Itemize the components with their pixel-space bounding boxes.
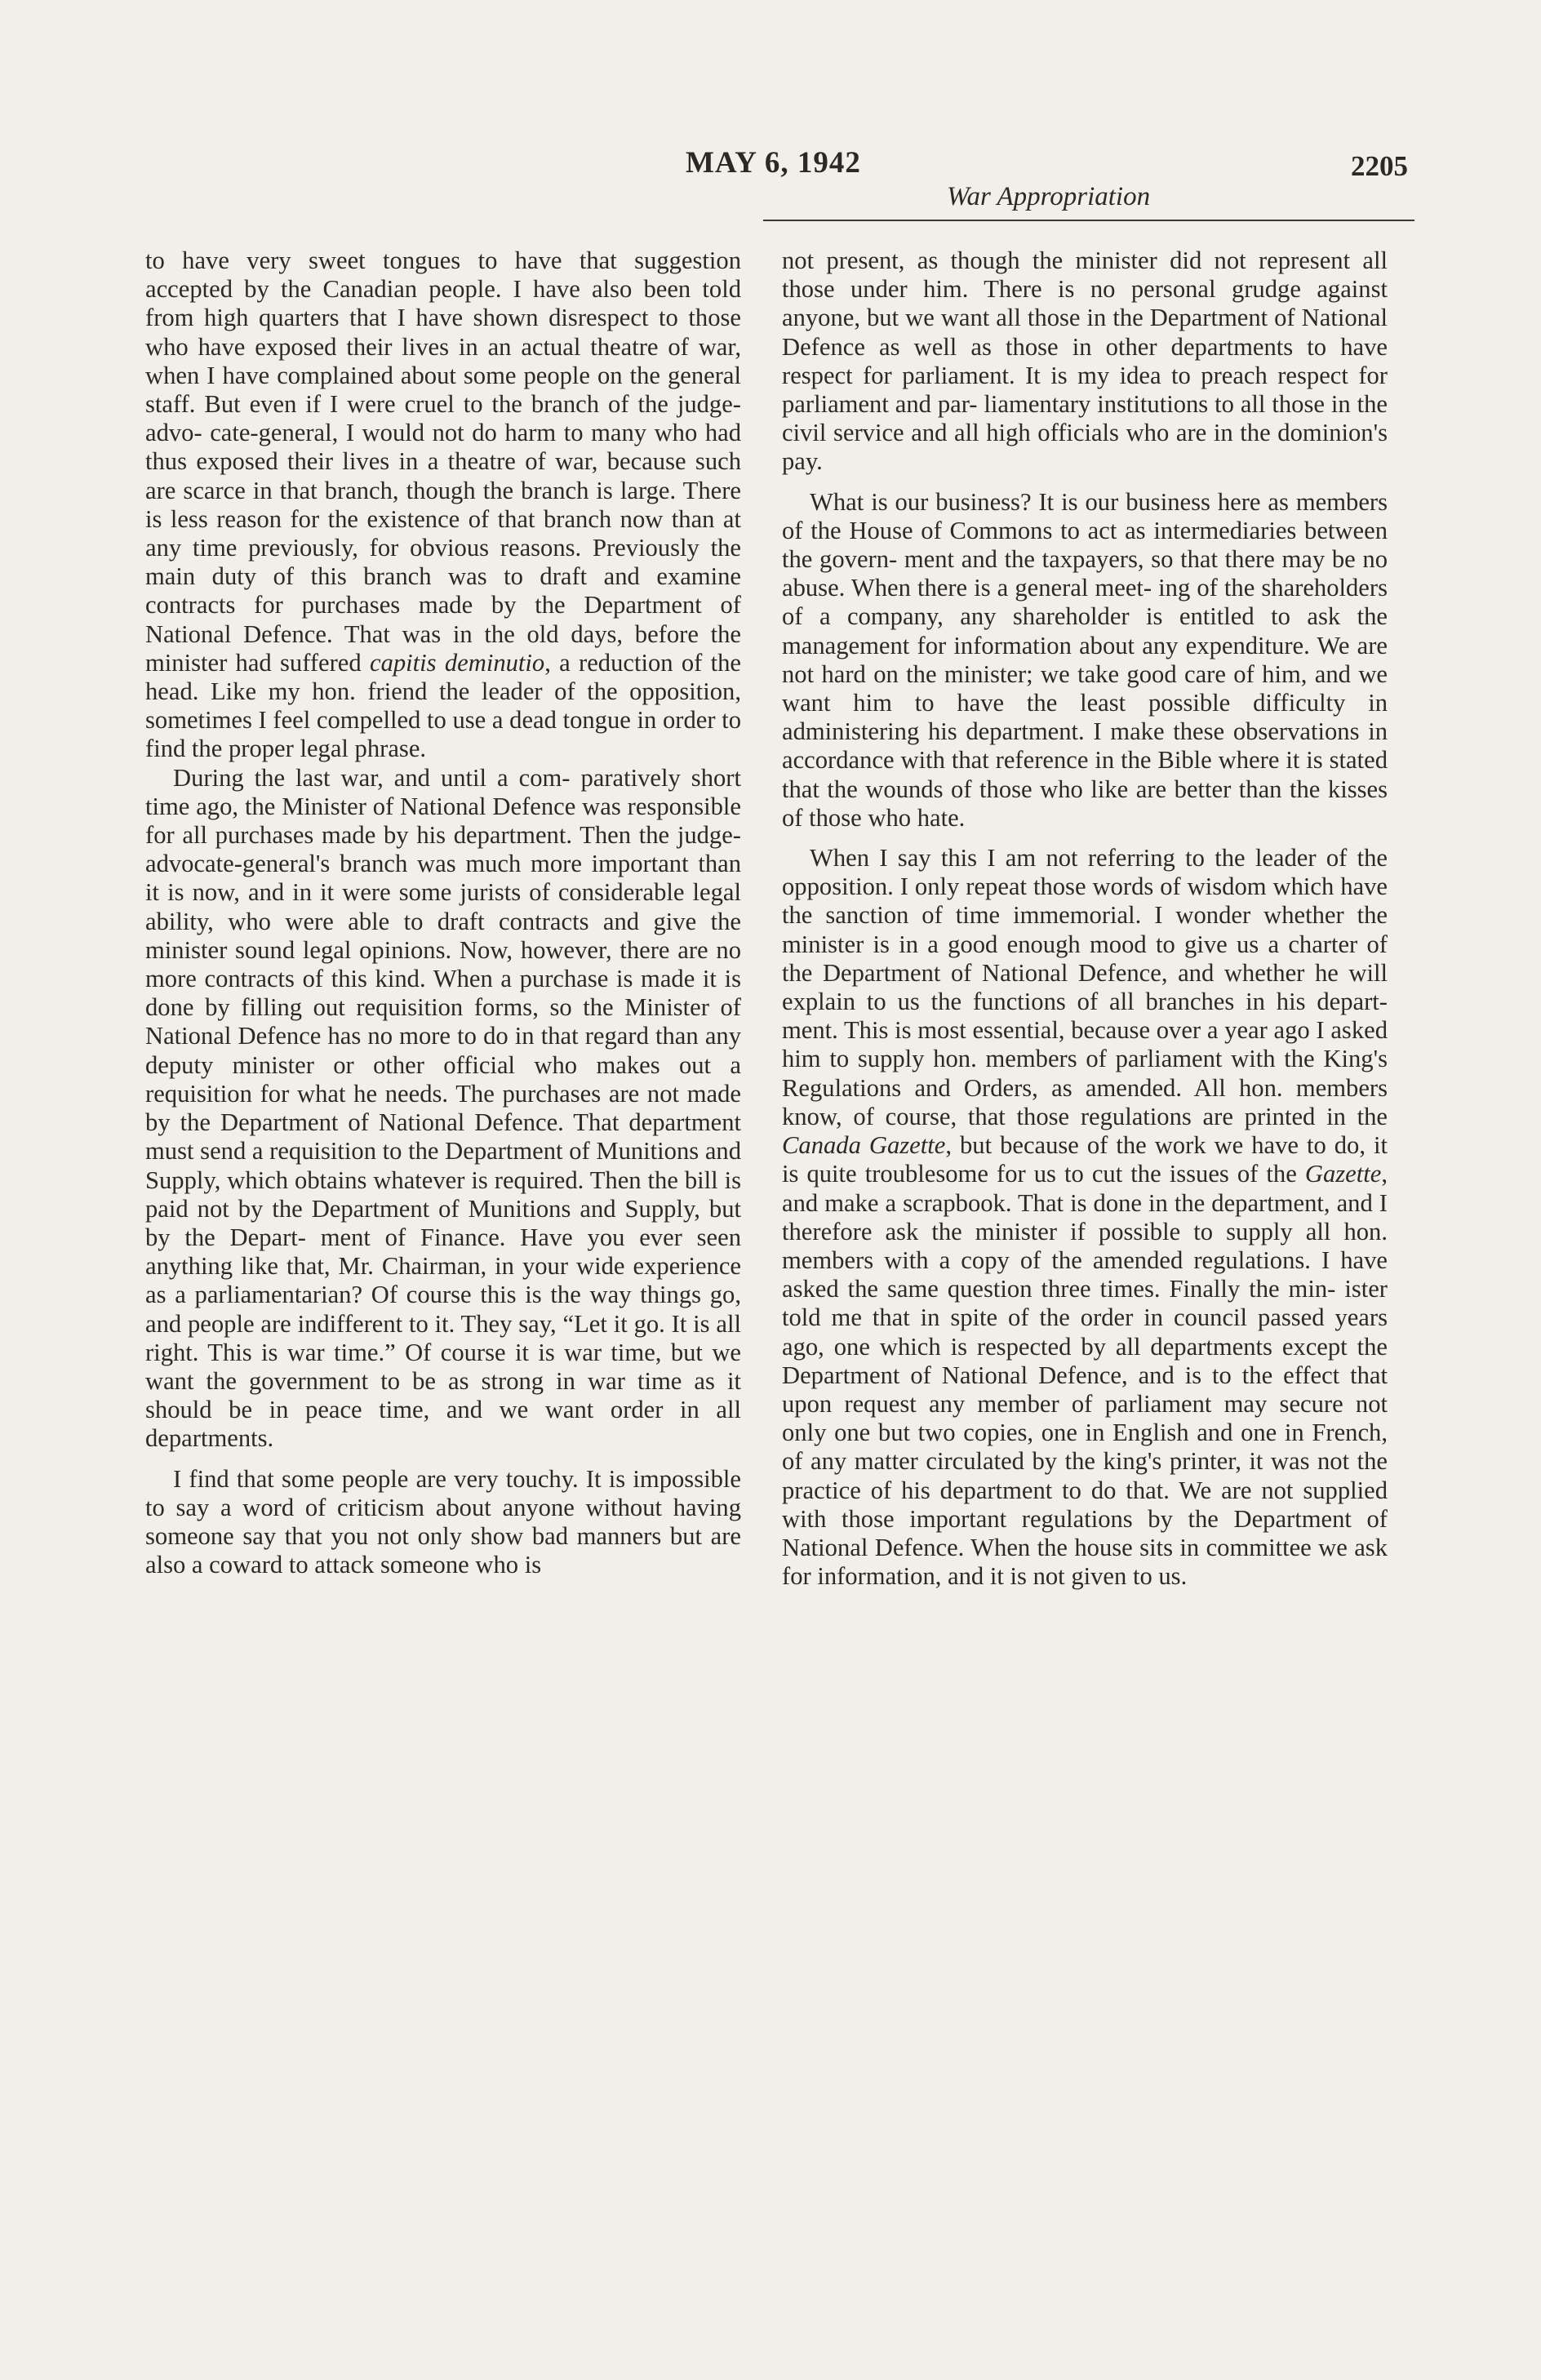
paragraph: When I say this I am not referring to the leader of the opposition. I only repeat those words of wisdom which have the sanction of time immemorial. I wonder whether the minister is in a good enough mood to give us a charter of the Department of National Defence, and whether he will explain to us the functions of all branches in his depart- ment. This is most essential, because over a year ago I asked him to supply hon. members of parliament with the King's Regulations and Orders, as amended. All hon. members know, of course, that those regulations are printed in the Canada Gazette, but because of the work we have to do, it is quite troublesome for us to cut the issues of the Gazette, and make a scrapbook. That is done in the department, and I therefore ask the minister if possible to supply all hon. members with a copy of the amended regulations. I have asked the same question three times. Finally the min- ister told me that in spite of the order in council passed years ago, one which is respected by all departments except the Department of National Defence, and is to the effect that upon request any member of parliament may secure not only one but two copies, one in English and one in French, of any matter circulated by the king's printer, it was not the practice of his department to do that. We are not supplied with those important regulations by the Department of National Defence. When the house sits in committee we ask for information, and it is not given to us. (782, 844, 1388, 1591)
header-rule (763, 220, 1414, 221)
section-title: War Appropriation (947, 182, 1151, 211)
paragraph: During the last war, and until a com- paratively short time ago, the Minister of National Defence was responsible for all purchases made by his department. Then the judge-advocate-general's branch was much more important than it is now, and in it were some jurists of considerable legal ability, who were able to draft contracts and give the minister sound legal opinions. Now, however, there are no more contracts of this kind. When a purchase is made it is done by filling out requisition forms, so the Minister of National Defence has no more to do in that regard than any deputy minister or other official who makes out a requisition for what he needs. The purchases are not made by the Department of National Defence. That department must send a requisition to the Department of Munitions and Supply, which obtains whatever is required. Then the bill is paid not by the Department of Munitions and Supply, but by the Depart- ment of Finance. Have you ever seen anything like that, Mr. Chairman, in your wide experience as a parliamentarian? Of course this is the way things go, and people are indifferent to it. They say, “Let it go. It is all right. This is war time.” Of course it is war time, but we want the government to be as strong in war time as it should be in peace time, and we want order in all departments. (145, 763, 741, 1453)
paragraph: not present, as though the minister did not represent all those under him. There is no personal grudge against anyone, but we want all those in the Department of National Defence as well as those in other departments to have respect for parliament. It is my idea to preach respect for parliament and par- liamentary institutions to all those in the civil service and all high officials who are in the dominion's pay. (782, 246, 1388, 476)
italic-phrase: Canada Gazette (782, 1131, 946, 1160)
italic-phrase: capitis deminutio (369, 648, 545, 677)
paragraph: I find that some people are very touchy. It is impossible to say a word of criticism about anyone without having someone say that you not only show bad manners but are also a coward to attack someone who is (145, 1464, 741, 1579)
page-date: MAY 6, 1942 (686, 146, 861, 180)
left-column (145, 246, 741, 1579)
paragraph: to have very sweet tongues to have that suggestion accepted by the Canadian people. I have also been told from high quarters that I have shown disrespect to those who have exposed their lives in an actual theatre of war, when I have complained about some people on the general staff. But even if I were cruel to the branch of the judge-advo- cate-general, I would not do harm to many who had thus exposed their lives in a theatre of war, because such are scarce in that branch, though the branch is large. There is less reason for the existence of that branch now than at any time previously, for obvious reasons. Previously the main duty of this branch was to draft and examine contracts for purchases made by the Department of National Defence. That was in the old days, before the minister had suffered capitis deminutio, a reduction of the head. Like my hon. friend the leader of the opposition, sometimes I feel compelled to use a dead tongue in order to find the proper legal phrase. (145, 246, 741, 763)
page-number: 2205 (1351, 150, 1408, 182)
italic-phrase: Gazette (1304, 1160, 1382, 1188)
paragraph: What is our business? It is our business here as members of the House of Commons to act as intermediaries between the govern- ment and the taxpayers, so that there may be no abuse. When there is a general meet- ing of the shareholders of a company, any shareholder is entitled to ask the management for information about any expenditure. We are not hard on the minister; we take good care of him, and we want him to have the least possible difficulty in administering his department. I make these observations in accordance with that reference in the Bible where it is stated that the wounds of those who like are better than the kisses of those who hate. (782, 487, 1388, 832)
right-column (782, 246, 1388, 1591)
